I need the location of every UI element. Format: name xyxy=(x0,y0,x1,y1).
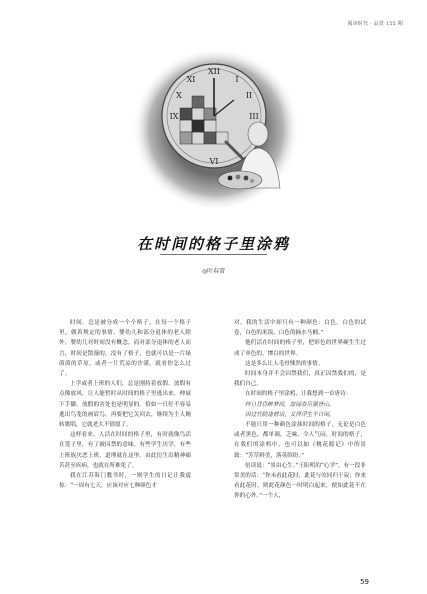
running-header: 阅读时代 · 品赏 155 期 xyxy=(347,21,403,27)
svg-text:VI: VI xyxy=(209,157,219,166)
paragraph: 对。我的生活中却只有一种颜色：白色。白色的试卷，白色的米饭，白色的摘水马桶。” xyxy=(234,320,366,337)
paragraph: 不能只用一种颜色涂抹时间的格子，无论是白色或者黑色，都单调，乏味，令人气闷。时间的格子，在我们的涂鸦中，也可以如《桃花源记》中的景致：“芳草鲜美，落英缤纷。” xyxy=(234,422,366,459)
svg-text:XII: XII xyxy=(207,67,221,76)
svg-text:X: X xyxy=(176,91,182,100)
author-byline: ◎叶春雷 xyxy=(201,268,226,275)
paragraph: 上学或者上班的人们，总是刚持着放假。放假有点像放风，让人能暂时从时间的格子里逃出来，伸展下手脚。放假的害处也是明显的。恰如一只好不容易逃出鸟笼的画眉鸟，再要把它关回去，继续为主人婉转歌唱，它就老大不情愿了。 xyxy=(59,381,191,429)
paragraph: 他们活在时间的格子里，把彩色的世界硬生生过成了单色的、惨白的世界。 xyxy=(234,340,366,357)
poem-line: 因过竹院逢僧话，又得浮生半日闲。 xyxy=(245,411,335,418)
clock-painter-illustration xyxy=(130,38,302,210)
svg-text:I: I xyxy=(235,75,239,84)
paragraph: 倍读说：“景由心生。”王阳明的“心学”，有一段非常美的话：“你未看此花时，此花与汝同归于寂；你来看此花时，则此花颜色一时明白起来，便知此花不在你的心外。”一个人， xyxy=(234,462,366,500)
paragraph: 时间本身并不会囚禁我们，真正囚禁我们的，是我们自己。 xyxy=(234,371,366,388)
page-number: 59 xyxy=(360,578,369,586)
left-column xyxy=(59,318,191,491)
article-title: 在时间的格子里涂鸦 xyxy=(136,235,290,253)
paragraph: 这样看来，人活在时间的格子里，有时就像鸟活在笼子里，有了被囚禁的意味。有些学生厌学，有些上班族厌恶上班，道理就在这里。由此衍生出精神痛苦甚至疾病，也就在所难免了。 xyxy=(59,432,191,469)
svg-text:IX: IX xyxy=(169,112,179,121)
paragraph: 在时间的格子里涂鸦，让我想到一首唐诗： xyxy=(245,391,352,398)
svg-text:III: III xyxy=(249,112,259,121)
right-column xyxy=(234,318,366,502)
paragraph: 这是多么让人毛骨悚然的事情。 xyxy=(245,360,324,367)
svg-text:II: II xyxy=(245,91,253,100)
svg-text:XI: XI xyxy=(186,75,196,84)
poem-line: 终日昏昏醉梦间，忽闻春尽强登山。 xyxy=(245,401,335,408)
paragraph: 时间，总是被分成一个个格子，在每一个格子里，做着规定的事情。婴幼儿和部分退休的老人除外。婴幼儿对时间没有概念，而对部分退休的老人而言，时间是散漫的，没有了格子，也就可以是一片绿茵茵的草原，或者一片荒凉的沙漠，就看你怎么过了。 xyxy=(59,320,191,378)
title-underline xyxy=(160,254,267,255)
paragraph: 我在江苏海门教书时，一则学生的日记让我震惊：“一周有七天，应该对应七种颜色才 xyxy=(59,473,191,490)
